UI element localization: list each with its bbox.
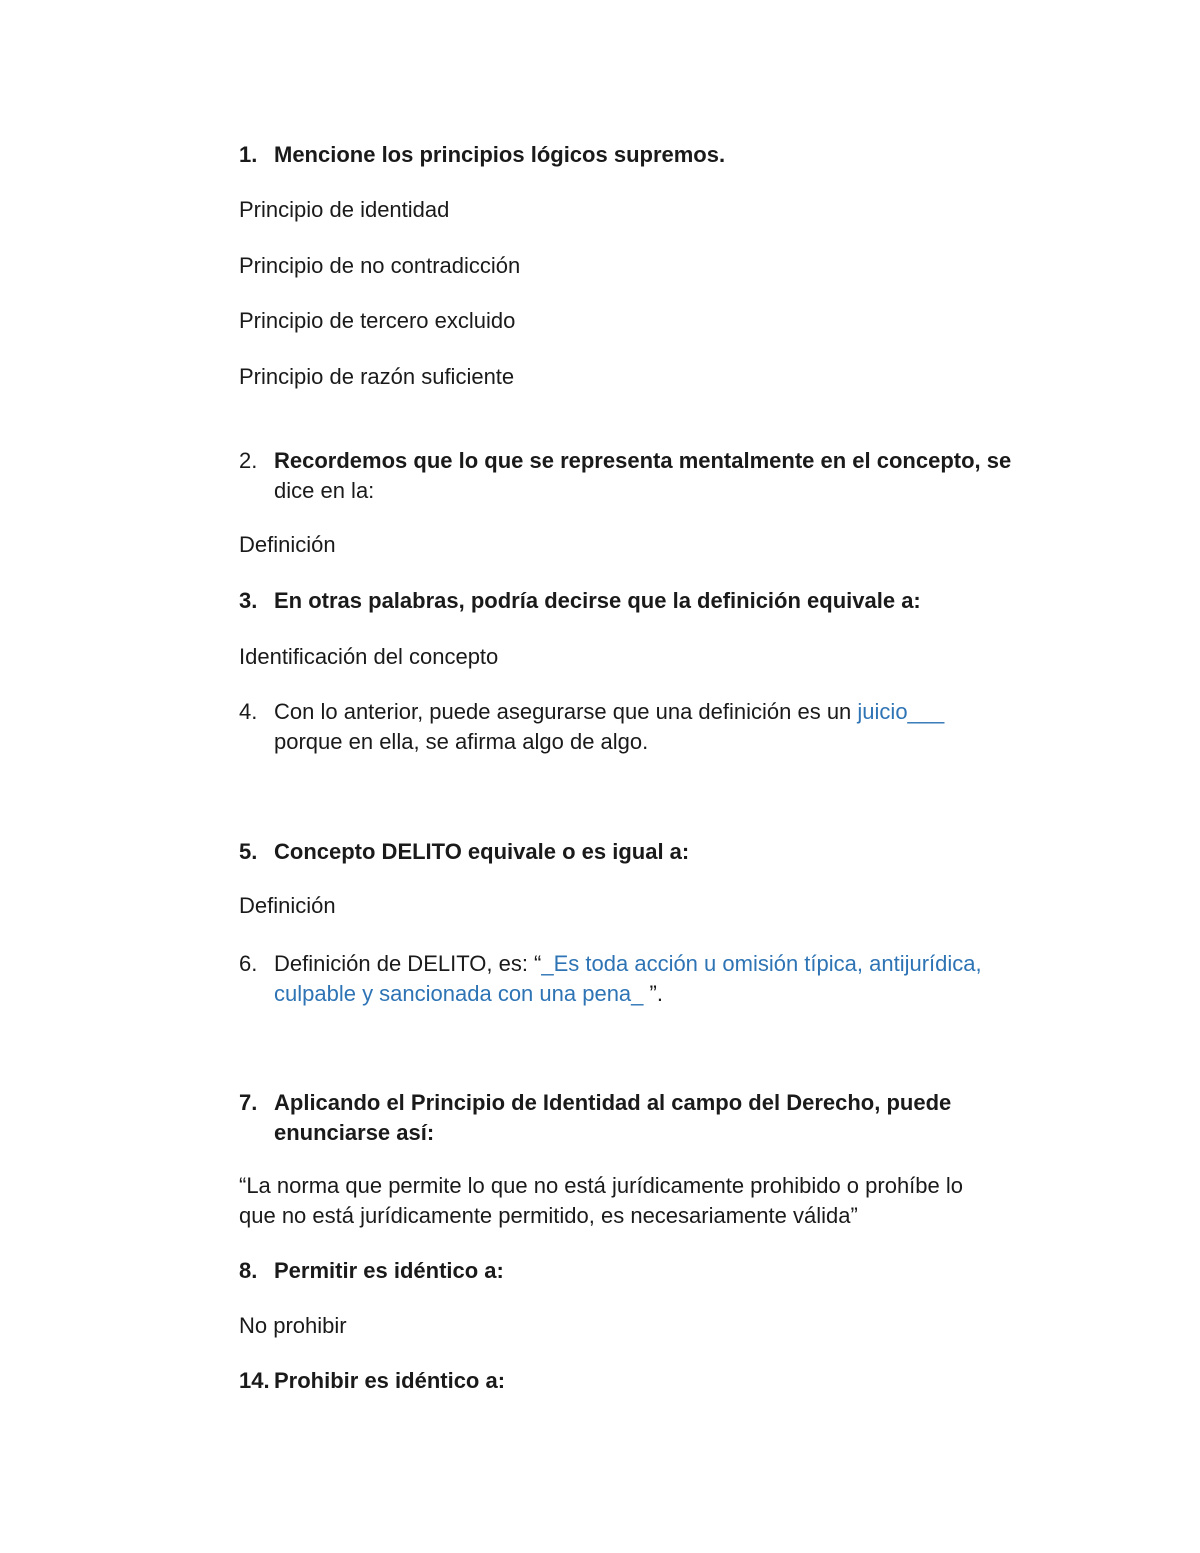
question-text: Concepto DELITO equivale o es igual a:	[274, 839, 690, 864]
question-7	[239, 1088, 951, 1118]
question-text: Recordemos que lo que se representa mentalmente en el concepto, se	[274, 448, 1012, 473]
question-1	[239, 140, 725, 170]
question-number: 2.	[239, 448, 258, 473]
question-number: 1.	[239, 142, 258, 167]
answer-line: No prohibir	[239, 1313, 347, 1338]
question-number: 8.	[239, 1258, 258, 1283]
answer-line: Definición	[239, 893, 336, 918]
blank-answer: _Es toda acción u omisión típica, antijurídica,	[541, 951, 982, 976]
answer-line: Identificación del concepto	[239, 644, 499, 669]
blank-answer-continued: culpable y sancionada con una pena_	[274, 981, 650, 1006]
question-text-continued: dice en la:	[274, 478, 375, 503]
question-number: 3.	[239, 588, 258, 613]
answer-line: Principio de identidad	[239, 197, 450, 222]
question-3	[239, 586, 921, 616]
question-text: Mencione los principios lógicos supremos.	[274, 142, 726, 167]
question-2	[239, 446, 1011, 476]
question-number: 4.	[239, 699, 258, 724]
question-6	[239, 949, 982, 979]
answer-line: “La norma que permite lo que no está jurídicamente prohibido o prohíbe lo	[239, 1173, 964, 1198]
question-text-continued	[274, 979, 663, 1009]
blank-answer: juicio___	[857, 699, 945, 724]
question-text: Aplicando el Principio de Identidad al campo del Derecho, puede	[274, 1090, 952, 1115]
question-4	[239, 697, 944, 727]
answer-line: que no está jurídicamente permitido, es necesariamente válida”	[239, 1203, 858, 1228]
answer-line: Definición	[239, 532, 336, 557]
question-14	[239, 1366, 505, 1396]
question-5	[239, 837, 689, 867]
question-number: 5.	[239, 839, 258, 864]
question-number: 14.	[239, 1368, 270, 1393]
answer-line: Principio de no contradicción	[239, 253, 521, 278]
answer-line: Principio de razón suficiente	[239, 364, 515, 389]
answer-line: Principio de tercero excluido	[239, 308, 516, 333]
question-number: 6.	[239, 951, 258, 976]
question-number: 7.	[239, 1090, 258, 1115]
question-text: Definición de DELITO, es: “	[274, 951, 542, 976]
question-8	[239, 1256, 504, 1286]
question-text-continued: porque en ella, se afirma algo de algo.	[274, 729, 649, 754]
question-text: Permitir es idéntico a:	[274, 1258, 504, 1283]
question-text-continued: enunciarse así:	[274, 1120, 435, 1145]
question-text: En otras palabras, podría decirse que la definición equivale a:	[274, 588, 921, 613]
question-text: Con lo anterior, puede asegurarse que una definición es un	[274, 699, 858, 724]
question-text: Prohibir es idéntico a:	[274, 1368, 506, 1393]
closing-quote: ”.	[649, 981, 663, 1006]
